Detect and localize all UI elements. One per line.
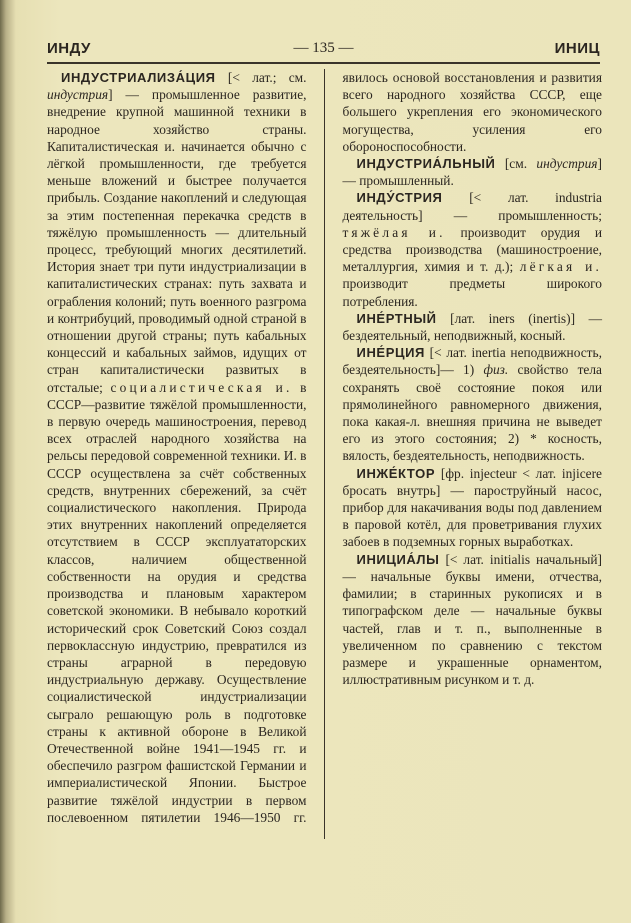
entry-text: производит орудия и средства производства (машиностроение, металлургия, химия и т. д.);: [342, 224, 602, 275]
spaced-term: социалистическая и.: [110, 379, 293, 395]
entry-headword: ИНЕ́РЦИЯ: [356, 345, 425, 361]
entry-headword: ИНДУ́СТРИЯ: [356, 190, 443, 206]
spaced-term: тяжёлая и.: [342, 224, 446, 240]
entry-text: производит предметы широкого потребления.: [342, 276, 602, 309]
entry-text: ] — промышленный.: [342, 156, 602, 189]
entry-headword: ИНИЦИА́ЛЫ: [356, 551, 440, 567]
dictionary-entry: [343, 310, 603, 344]
italic-text: физ.: [483, 362, 509, 378]
dictionary-entry: [343, 465, 603, 551]
page-number: — 135 —: [293, 40, 354, 56]
dictionary-entry: [343, 551, 603, 689]
entry-headword: ИНЕ́РТНЫЙ: [356, 310, 437, 326]
entry-text: свойство тела сохранять своё состояние покоя или прямолинейного равномерного движения, пока какая-л. внешняя причина не выведет его из этого состояния; 2) * косность, вялость, бездеятельность, неподвижность.: [342, 362, 602, 464]
entry-text: ] — промышленное развитие, внедрение крупной машинной техники в народное хозяйство страны. Капиталистическая и. начинается обычно с лёгкой промышленности, где требуется меньше вложений и быстрее получается прибыль. Создание накоплений и следующая за этим постепенная перекачка средств в тяжёлую промышленность — длительный процесс, требующий многих десятилетий. История знает три пути индустриализации в капиталистических странах: путь захвата и ограбления колоний; путь военного разгрома и контрибуций, проводимый одной страной в отношении другой страны; путь кабальных концессий и кабальных займов, идущих от стран капиталистически развитых в отсталые;: [47, 87, 307, 395]
spaced-term: лёгкая и.: [519, 259, 603, 275]
entry-text: в СССР—развитие тяжёлой промышленности, в первую очередь машиностроения, перевод всех отраслей народного хозяйства на рельсы передовой современной техники. И. в СССР осуществлена за счёт собственных средств, внутренних сбережений, за счёт социалистического накопления. Природа этих внутренних накоплений определяется отсутствием в СССР эксплуататорских классов, наличием общественной собственности на орудия и средства производства и плановым характером советской экономики. В небывало короткий исторический срок Советский Союз создал первоклассную индустрию, превратился из страны аграрной в передовую индустриальную державу. Осуществление социалистической индустриализации сыграло решающую роль в подготовке страны к активной обороне в Великой Отечественной войне 1941—1945 гг. и обеспечило разгром фашистской Германии и империалистической Японии. Быстрое развитие тяжёлой индустрии в первом послевоенном пятилетии 1946—1950 гг. явилось основой восстановления и развития всего народного хозяйства СССР, еще большего укрепления его экономического могущества, усиления его обороноспособности.: [47, 70, 602, 825]
entry-text: [< лат. industria деятельность] — промышленность;: [342, 190, 602, 223]
entry-text: [фр. injecteur < лат. injicere бросать внутрь] — пароструйный насос, прибор для накачивания воды под давлением в паровой котёл, для проветривания глухих забоев в подземных горных выработках.: [342, 465, 602, 550]
dictionary-columns: [47, 69, 602, 839]
italic-text: индустрия: [47, 87, 109, 103]
running-header: [47, 38, 600, 64]
dictionary-entry: [343, 189, 603, 309]
entry-text: [< лат. initialis начальный] — начальные буквы имени, отчества, фамилии; в старинных рукописях и в типографском деле — начальные буквы частей, глав и т. п., выполненные в увеличенном по сравнению с текстом размере и украшенные орнаментом, иллюстративным рисунком и т. д.: [342, 551, 602, 688]
entry-text: [см.: [495, 156, 537, 172]
dictionary-entry: [343, 155, 603, 189]
dictionary-entry: [343, 344, 603, 464]
entry-headword: ИНДУСТРИА́ЛЬНЫЙ: [356, 156, 496, 172]
italic-text: индустрия: [536, 156, 598, 172]
header-left-guideword: ИНДУ: [47, 40, 91, 57]
entry-text: [< лат. inertia неподвижность, бездеятельность]— 1): [342, 345, 602, 378]
header-right-guideword: ИНИЦ: [554, 40, 600, 57]
entry-text: [лат. iners (inertis)] — бездеятельный, неподвижный, косный.: [342, 310, 602, 344]
entry-headword: ИНЖЕ́КТОР: [356, 465, 436, 481]
entry-headword: ИНДУСТРИАЛИЗА́ЦИЯ: [61, 70, 216, 85]
entry-text: [< лат.; см.: [215, 70, 307, 85]
